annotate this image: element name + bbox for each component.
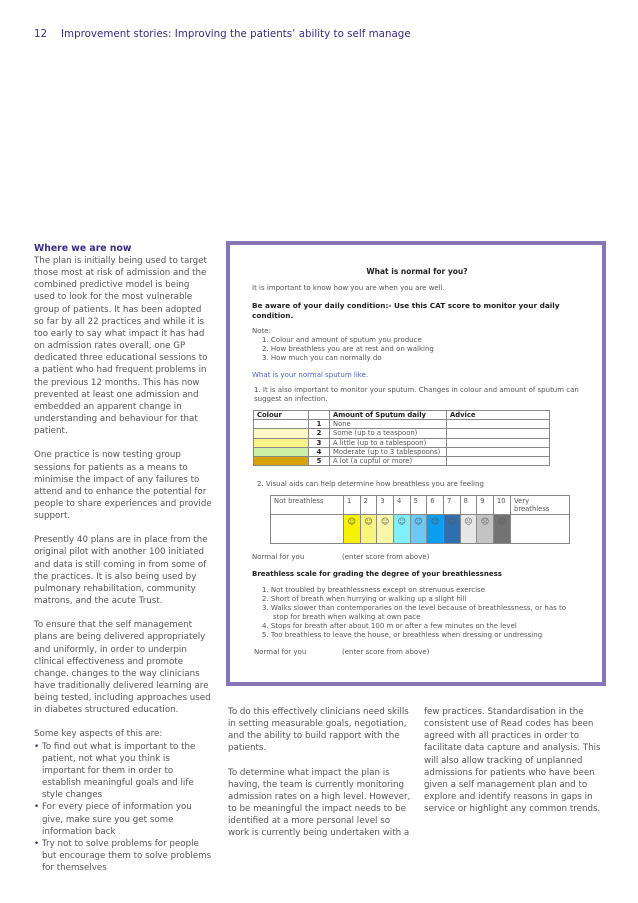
amount-cell: Moderate (up to 3 tablespoons): [330, 447, 447, 456]
list-item: • For every piece of information you give, make sure you get some information back: [34, 801, 212, 837]
enter-score-hint: (enter score from above): [342, 553, 430, 562]
grade-item: 5. Too breathless to leave the house, or breathless when dressing or undressing: [262, 631, 543, 640]
grade-item: 3. Walks slower than contemporaries on the level because of breathlessness, or has to stop for breath when walking at own pace: [262, 604, 567, 622]
note-item: 3. How much you can normally do: [262, 354, 382, 362]
frowning-face-icon: ☹: [493, 515, 510, 544]
advice-cell: [447, 429, 550, 438]
normal-for-you-row-2: [252, 648, 582, 657]
row-number: 1: [309, 420, 330, 429]
table-row: [254, 457, 550, 466]
grade-item: 4. Stops for breath after about 100 m or after a few minutes on the level: [262, 622, 517, 631]
colour-swatch: [254, 420, 309, 429]
sputum-point: 1. It is also important to monitor your sputum. Changes in colour and amount of sputum can suggest an infection.: [254, 386, 579, 403]
colour-swatch: [254, 429, 309, 438]
list-item: • To find out what is important to the patient, not what you think is important for them in order to establish meaningful goals and life style changes: [34, 741, 212, 802]
scale-empty-cell: [271, 515, 344, 544]
figure-title: What is normal for you?: [366, 267, 468, 276]
amount-cell: Some (up to a teaspoon): [330, 429, 447, 438]
scale-score: 2: [360, 496, 377, 515]
amount-cell: A lot (a cupful or more): [330, 457, 447, 466]
grade-heading: Breathless scale for grading the degree of your breathlessness: [252, 570, 502, 579]
note-label: Note:: [252, 327, 271, 335]
paragraph: One practice is now testing group sessions for patients as a means to minimise the impact of any failures to attend and to enhance the potential for people to share experiences and provide support.: [34, 450, 212, 522]
column-header: Amount of Sputum daily: [330, 411, 447, 420]
scale-score: 8: [460, 496, 477, 515]
scale-empty-cell: [511, 515, 570, 544]
page-title: Improvement stories: Improving the patients’ ability to self manage: [61, 28, 411, 40]
row-number: 5: [309, 457, 330, 466]
table-row: [254, 447, 550, 456]
normal-for-you-label: Normal for you: [252, 553, 305, 562]
figure-intro: It is important to know how you are when you are well.: [252, 284, 445, 292]
grades-list: [252, 586, 582, 640]
sputum-heading: What is your normal sputum like.: [252, 371, 369, 379]
section-heading: Where we are now: [34, 243, 132, 254]
colour-swatch: [254, 457, 309, 466]
breath-point: 2. Visual aids can help determine how breathless you are feeling: [257, 480, 484, 489]
scale-score: 10: [493, 496, 510, 515]
note-item: 2. How breathless you are at rest and on walking: [262, 345, 434, 353]
list-item: • Try not to solve problems for people but encourage them to solve problems for themselves: [34, 838, 212, 874]
advice-cell: [447, 438, 550, 447]
smiley-face-icon: ☺: [427, 515, 444, 544]
scale-right-label: Very breathless: [511, 496, 570, 515]
middle-column: [228, 706, 413, 852]
page-number: 12: [34, 28, 48, 40]
scale-score: 7: [443, 496, 460, 515]
advice-cell: [447, 447, 550, 456]
column-header: Colour: [254, 411, 309, 420]
table-row: [254, 438, 550, 447]
table-row: [254, 429, 550, 438]
scale-score: 9: [477, 496, 494, 515]
row-number: 3: [309, 438, 330, 447]
breathlessness-scale: [270, 495, 570, 544]
grade-item: 1. Not troubled by breathlessness except on strenuous exercise: [262, 586, 485, 595]
paragraph: few practices. Standardisation in the consistent use of Read codes has been agreed with all practices in order to facilitate data capture and analysis. This will also allow tracking of unplanned admissions for patients who have been given a self management plan and to explore and identify reasons in gaps in service or highlight any common trends.: [424, 707, 601, 815]
amount-cell: A little (up to a tablespoon): [330, 438, 447, 447]
colour-swatch: [254, 438, 309, 447]
advice-cell: [447, 420, 550, 429]
enter-score-hint: (enter score from above): [342, 648, 430, 657]
scale-score: 6: [427, 496, 444, 515]
paragraph: To do this effectively clinicians need skills in setting measurable goals, negotiation, and the ability to build rapport with the patients.: [228, 707, 409, 754]
smiley-face-icon: ☺: [393, 515, 410, 544]
paragraph: Some key aspects of this are:: [34, 729, 163, 740]
paragraph: To ensure that the self management plans are being delivered appropriately and uniformly, in order to underpin clinical effectiveness and promote change. changes to the way clinicians have traditionally delivered learning are being tested, including approaches used in diabetes structured education.: [34, 620, 211, 716]
column-header: Advice: [447, 411, 550, 420]
row-number: 2: [309, 429, 330, 438]
frowning-face-icon: ☹: [477, 515, 494, 544]
row-number: 4: [309, 447, 330, 456]
figure-bold-instruction: Be aware of your daily condition:- Use this CAT score to monitor your daily condition.: [252, 301, 560, 320]
frowning-face-icon: ☹: [460, 515, 477, 544]
paragraph: The plan is initially being used to target those most at risk of admission and the combined predictive model is being used to look for the most vulnerable group of patients. It has been adopted so far by all 22 practices and while it is too early to say what impact it has had on admission rates overall, one GP dedicated three educational sessions to a patient who had frequent problems in the previous 12 months. This has now prevented at least one admission and embedded an apparent change in understanding and behaviour for that patient.: [34, 256, 208, 437]
paragraph: To determine what impact the plan is having, the team is currently monitoring admission rates on a high level. However, to be meaningful the impact needs to be identified at a more personal level so work is currently being undertaken with a: [228, 767, 411, 839]
scale-score: 3: [377, 496, 394, 515]
smiley-face-icon: ☺: [344, 515, 361, 544]
table-row: [254, 420, 550, 429]
sputum-table: [253, 410, 550, 466]
left-column: [34, 242, 212, 874]
smiley-face-icon: ☺: [410, 515, 427, 544]
advice-cell: [447, 457, 550, 466]
scale-score: 4: [393, 496, 410, 515]
what-is-normal-figure: [226, 241, 606, 686]
column-header: [309, 411, 330, 420]
smiley-face-icon: ☺: [377, 515, 394, 544]
normal-for-you-row: [252, 553, 582, 562]
normal-for-you-label: Normal for you: [254, 648, 307, 657]
smiley-face-icon: ☺: [443, 515, 460, 544]
page-header: [34, 28, 411, 40]
scale-left-label: Not breathless: [271, 496, 344, 515]
key-aspects-list: [34, 741, 212, 875]
amount-cell: None: [330, 420, 447, 429]
notes-list: [252, 336, 582, 363]
smiley-face-icon: ☺: [360, 515, 377, 544]
grade-item: 2. Short of breath when hurrying or walking up a slight hill: [262, 595, 467, 604]
colour-swatch: [254, 447, 309, 456]
right-column: [424, 706, 609, 827]
scale-score: 1: [344, 496, 361, 515]
paragraph: Presently 40 plans are in place from the original pilot with another 100 initiated and data is still coming in from some of the practices. It is also being used by pulmonary rehabilitation, community matrons, and the acute Trust.: [34, 535, 208, 607]
scale-score: 5: [410, 496, 427, 515]
note-item: 1. Colour and amount of sputum you produce: [262, 336, 422, 344]
